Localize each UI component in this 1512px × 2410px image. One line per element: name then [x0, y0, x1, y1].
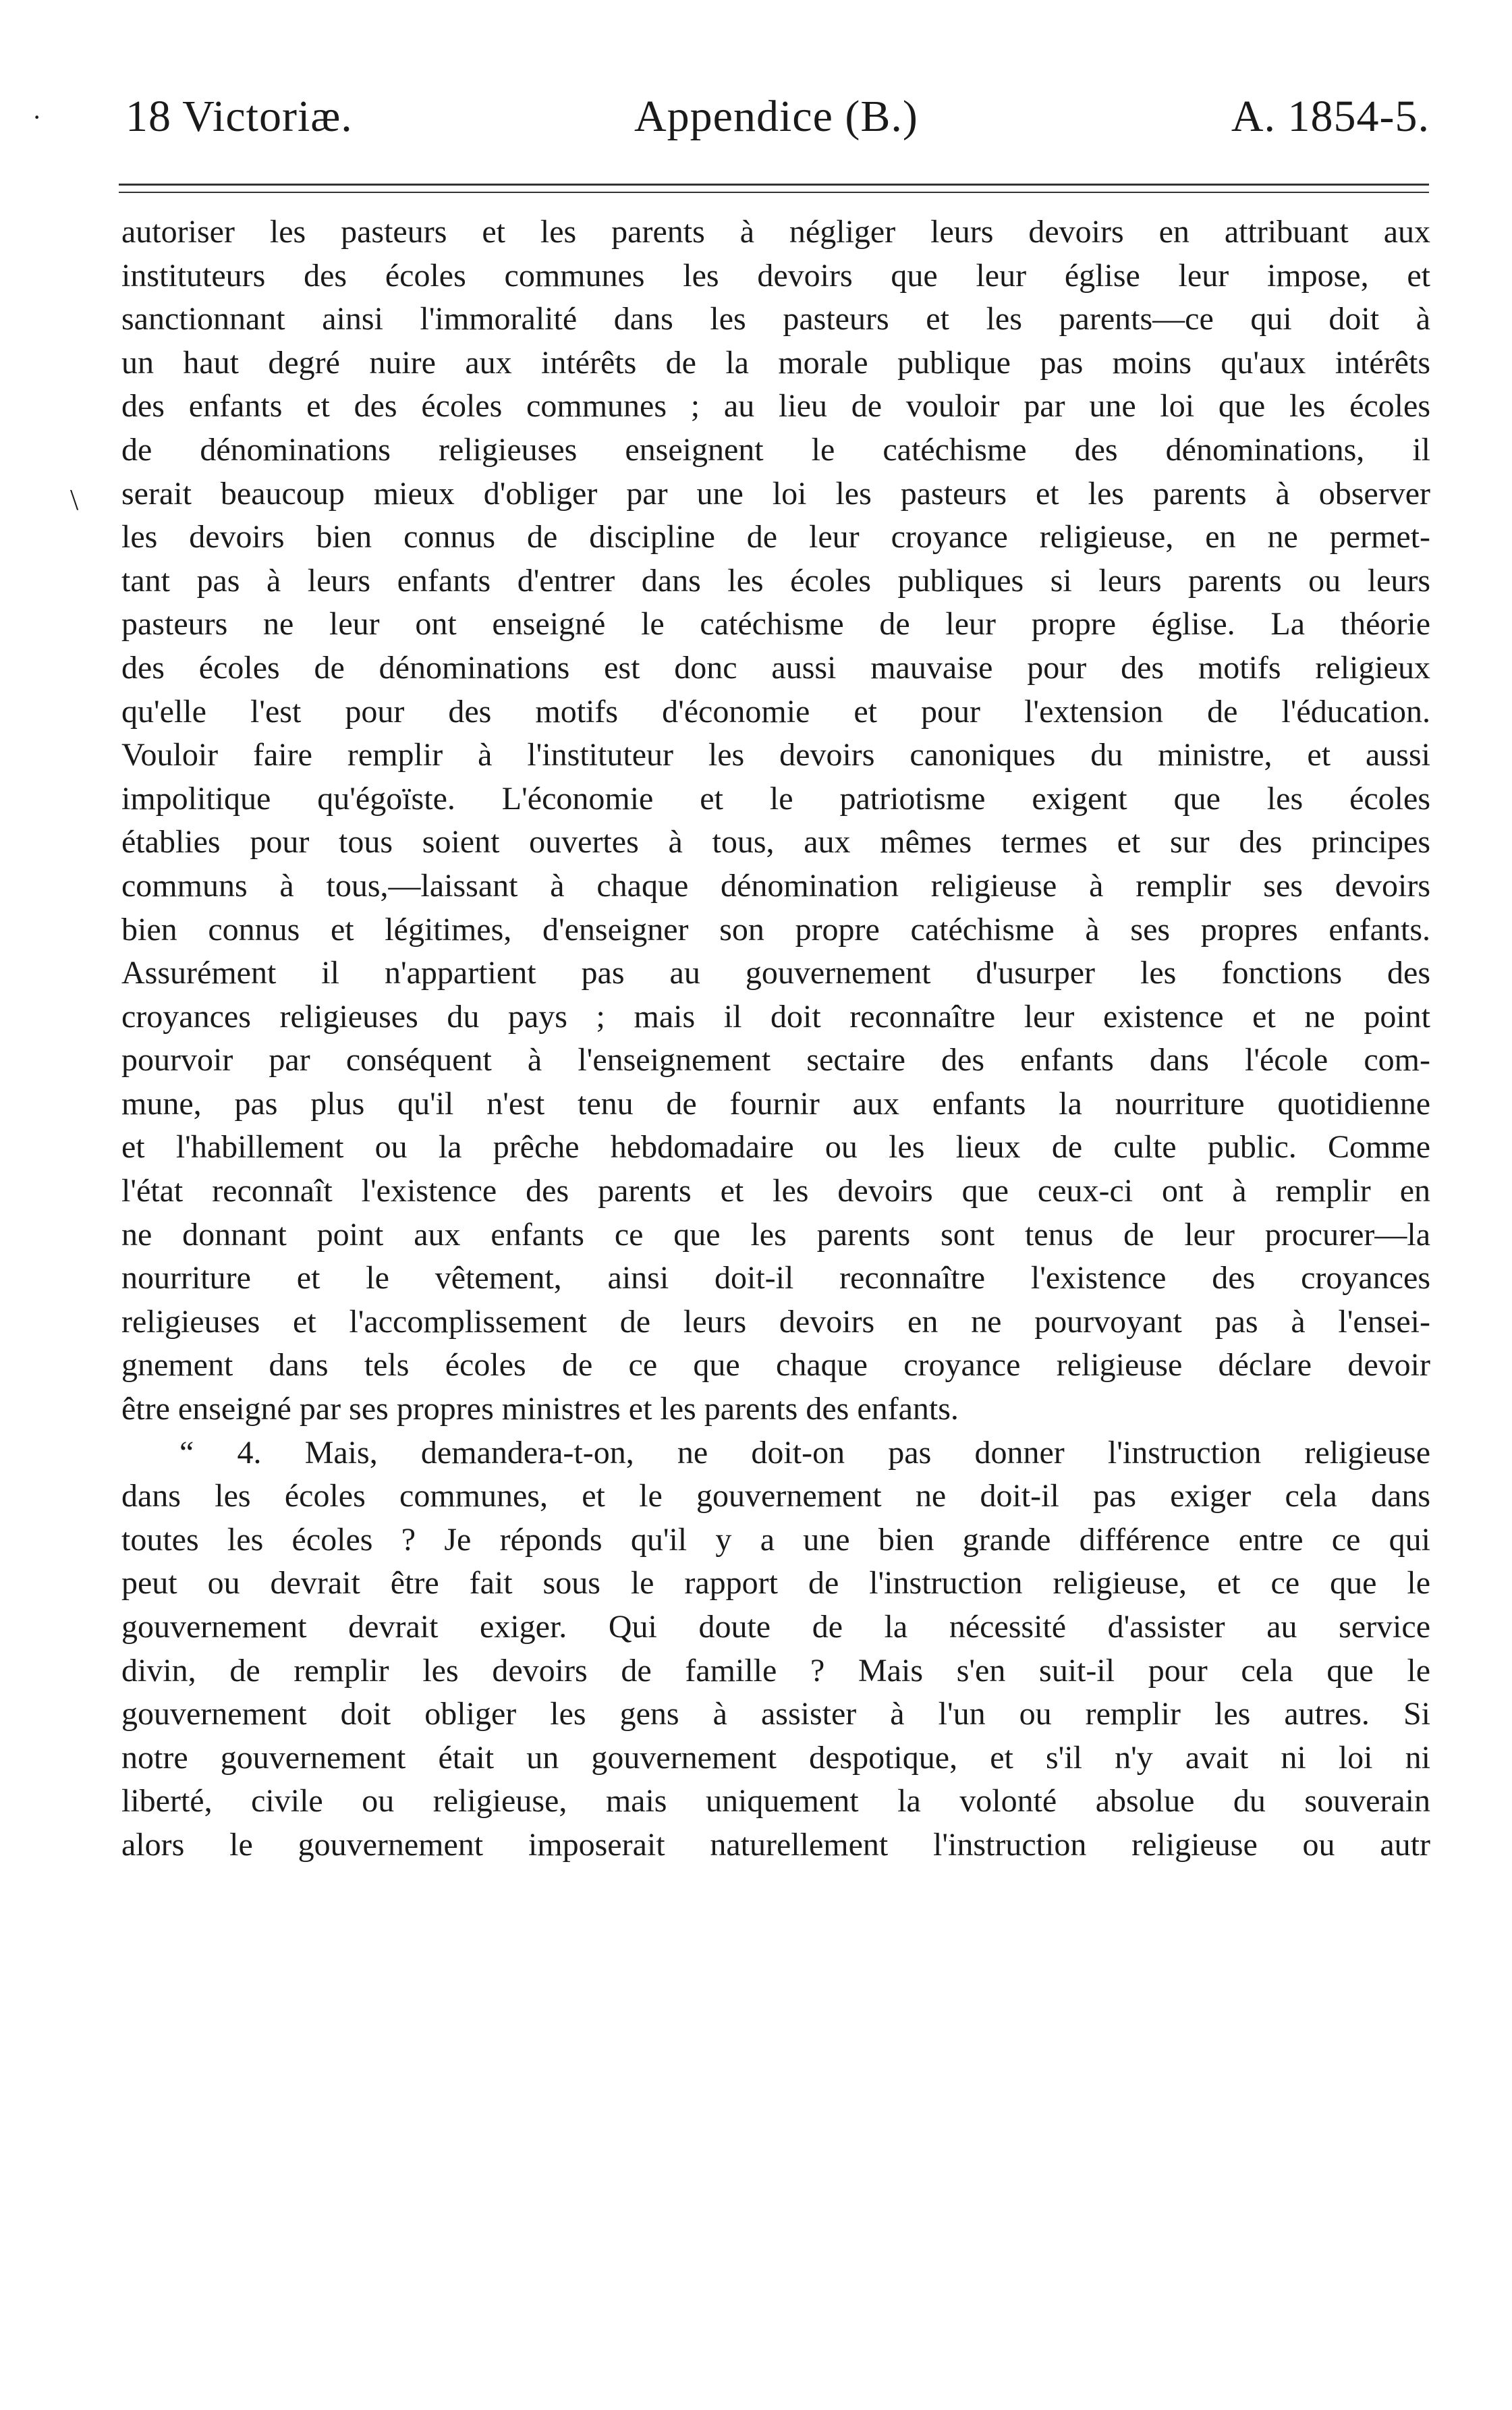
margin-dot: · — [32, 102, 42, 132]
text-line: pourvoir par conséquent à l'enseignement sectaire des enfants dans l'école com- — [121, 1042, 1430, 1078]
text-line: pasteurs ne leur ont enseigné le catéchisme de leur propre église. La théorie — [121, 606, 1430, 642]
text-line: dans les écoles communes, et le gouvernement ne doit-il pas exiger cela dans — [121, 1478, 1430, 1514]
page-header — [0, 80, 1512, 154]
header-rule-top — [119, 184, 1429, 186]
header-rule-bottom — [119, 192, 1429, 193]
text-line: gnement dans tels écoles de ce que chaque croyance religieuse déclare devoir — [121, 1347, 1430, 1384]
text-line: nourriture et le vêtement, ainsi doit-il reconnaître l'existence des croyances — [121, 1260, 1430, 1296]
margin-mark: \ — [70, 483, 79, 516]
text-line: les devoirs bien connus de discipline de leur croyance religieuse, en ne permet- — [121, 519, 1430, 555]
text-line: des écoles de dénominations est donc aussi mauvaise pour des motifs religieux — [121, 649, 1430, 686]
text-line: impolitique qu'égoïste. L'économie et le patriotisme exigent que les écoles — [121, 780, 1430, 817]
text-line: communs à tous,—laissant à chaque dénomination religieuse à remplir ses devoirs — [121, 867, 1430, 904]
text-line: de dénominations religieuses enseignent le catéchisme des dénominations, il — [121, 431, 1430, 468]
text-line: bien connus et légitimes, d'enseigner son propre catéchisme à ses propres enfants. — [121, 911, 1430, 948]
header-session: 18 Victoriæ. — [125, 92, 353, 141]
text-line: autoriser les pasteurs et les parents à négliger leurs devoirs en attribuant aux — [121, 214, 1430, 250]
text-line: ne donnant point aux enfants ce que les parents sont tenus de leur procurer—la — [121, 1216, 1430, 1253]
paragraph-start-line: “ 4. Mais, demandera-t-on, ne doit-on pas donner l'instruction religieuse — [179, 1434, 1430, 1471]
text-line: l'état reconnaît l'existence des parents et les devoirs que ceux-ci ont à remplir en — [121, 1173, 1430, 1209]
body-text — [121, 211, 1430, 1867]
text-line: instituteurs des écoles communes les devoirs que leur église leur impose, et — [121, 257, 1430, 294]
text-line: alors le gouvernement imposerait naturellement l'instruction religieuse ou autr — [121, 1826, 1430, 1863]
text-line: peut ou devrait être fait sous le rapport de l'instruction religieuse, et ce que le — [121, 1565, 1430, 1601]
text-line: religieuses et l'accomplissement de leurs devoirs en ne pourvoyant pas à l'ensei- — [121, 1303, 1430, 1340]
text-line: sanctionnant ainsi l'immoralité dans les pasteurs et les parents—ce qui doit à — [121, 301, 1430, 337]
text-line: mune, pas plus qu'il n'est tenu de fournir aux enfants la nourriture quotidienne — [121, 1085, 1430, 1122]
header-appendix: Appendice (B.) — [634, 92, 918, 141]
text-line: qu'elle l'est pour des motifs d'économie et pour l'extension de l'éducation. — [121, 693, 1430, 730]
text-line: serait beaucoup mieux d'obliger par une loi les pasteurs et les parents à observer — [121, 475, 1430, 512]
text-line: tant pas à leurs enfants d'entrer dans les écoles publiques si leurs parents ou leurs — [121, 562, 1430, 599]
text-line: des enfants et des écoles communes ; au lieu de vouloir par une loi que les écoles — [121, 388, 1430, 425]
text-line: un haut degré nuire aux intérêts de la morale publique pas moins qu'aux intérêts — [121, 344, 1430, 381]
text-line: Vouloir faire remplir à l'instituteur les devoirs canoniques du ministre, et aussi — [121, 737, 1430, 773]
text-line: divin, de remplir les devoirs de famille ? Mais s'en suit-il pour cela que le — [121, 1652, 1430, 1689]
text-line: gouvernement devrait exiger. Qui doute de la nécessité d'assister au service — [121, 1609, 1430, 1645]
text-line: Assurément il n'appartient pas au gouvernement d'usurper les fonctions des — [121, 955, 1430, 991]
text-line: gouvernement doit obliger les gens à assister à l'un ou remplir les autres. Si — [121, 1696, 1430, 1732]
text-line: liberté, civile ou religieuse, mais uniquement la volonté absolue du souverain — [121, 1783, 1430, 1819]
paragraph-end-line: être enseigné par ses propres ministres et les parents des enfants. — [121, 1391, 959, 1427]
text-line: toutes les écoles ? Je réponds qu'il y a une bien grande différence entre ce qui — [121, 1521, 1430, 1558]
text-line: croyances religieuses du pays ; mais il doit reconnaître leur existence et ne point — [121, 998, 1430, 1035]
header-year: A. 1854-5. — [1231, 92, 1430, 141]
text-line: et l'habillement ou la prêche hebdomadaire ou les lieux de culte public. Comme — [121, 1129, 1430, 1166]
text-line: établies pour tous soient ouvertes à tous, aux mêmes termes et sur des principes — [121, 824, 1430, 860]
text-line: notre gouvernement était un gouvernement despotique, et s'il n'y avait ni loi ni — [121, 1739, 1430, 1776]
